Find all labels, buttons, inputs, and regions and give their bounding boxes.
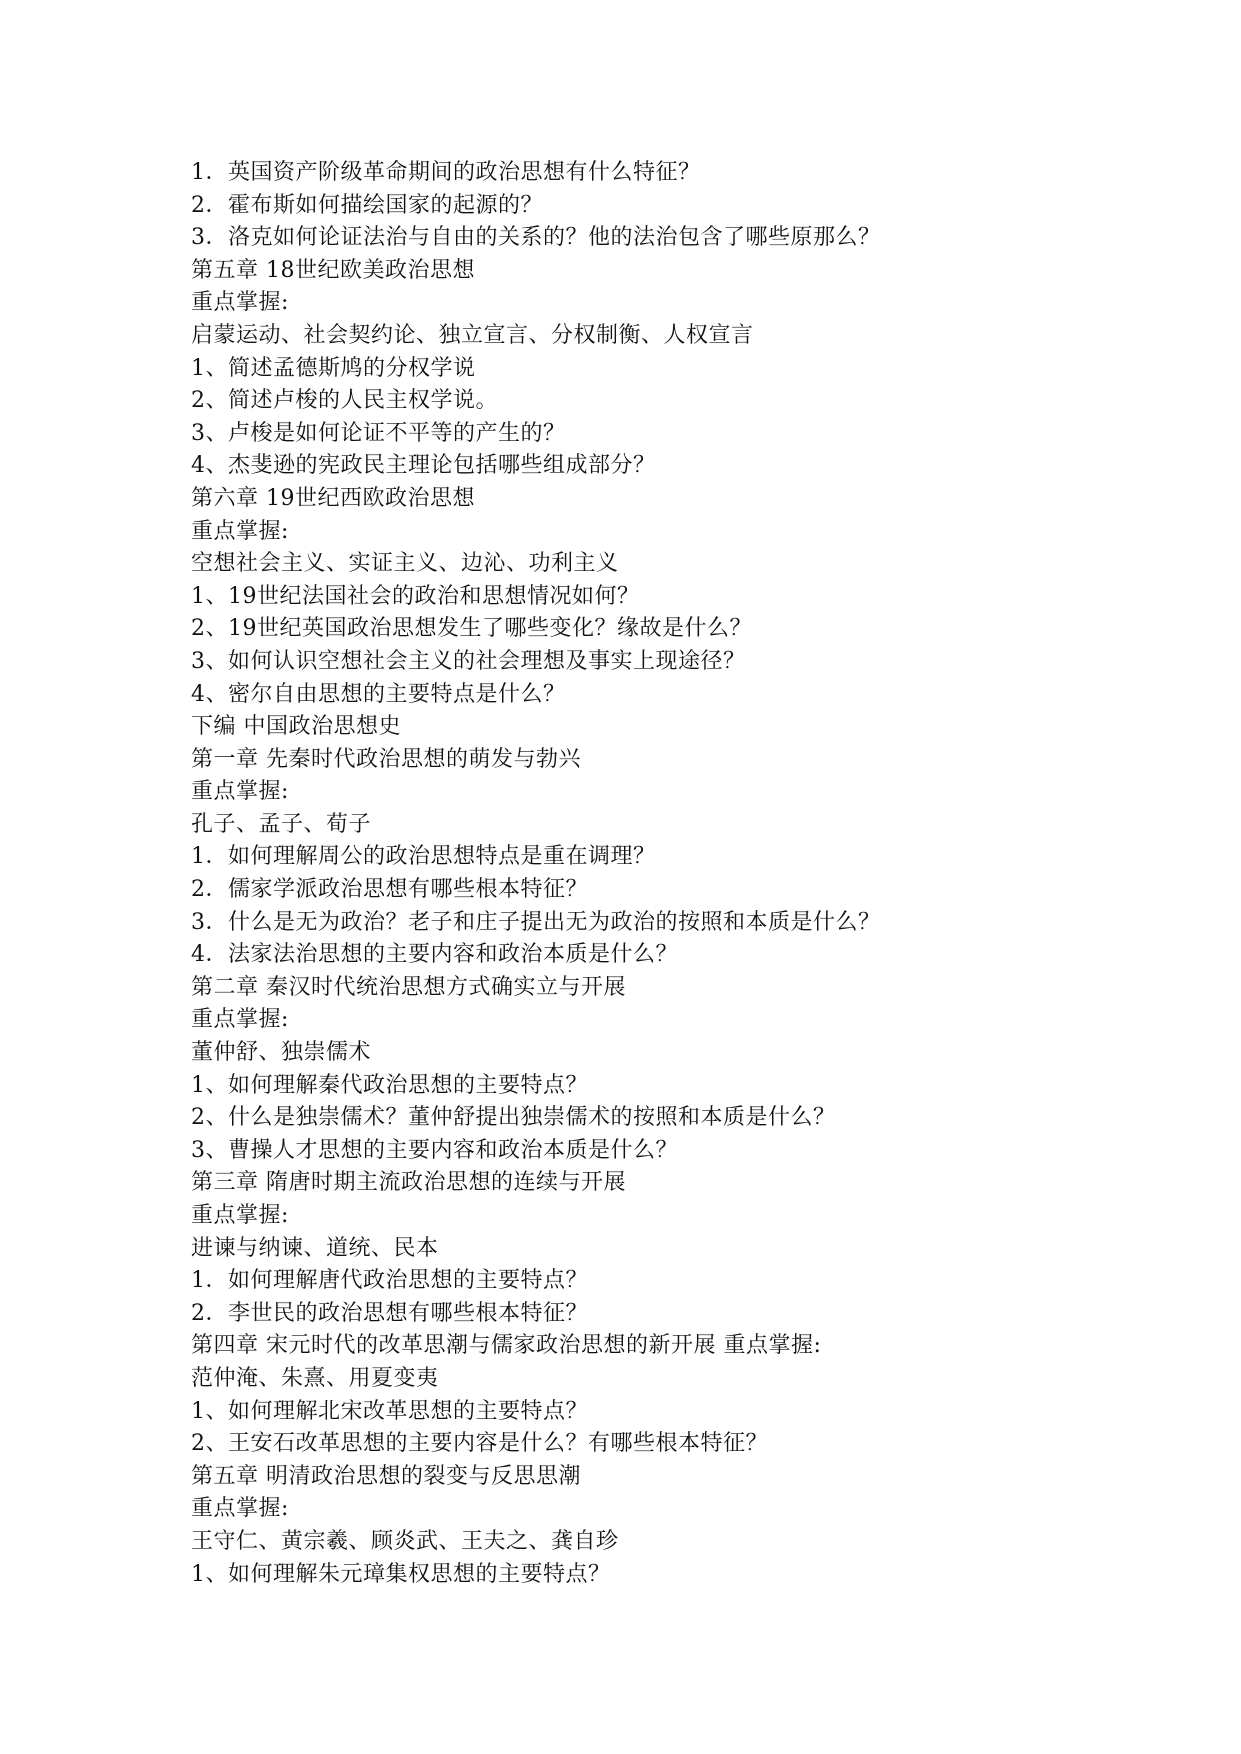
chapter-heading: 第四章 宋元时代的改革思潮与儒家政治思想的新开展 重点掌握: [191,1333,822,1359]
chapter-heading: 第二章 秦汉时代统治思想方式确实立与开展 [191,974,626,1000]
key-terms: 范仲淹、朱熹、用夏变夷 [191,1365,439,1391]
question-line: 3．洛克如何论证法治与自由的关系的？他的法治包含了哪些原那么？ [191,225,881,251]
document-body [191,157,1191,1591]
question-line: 2．儒家学派政治思想有哪些根本特征？ [191,877,588,903]
key-points-label: 重点掌握: [191,1496,289,1522]
chapter-heading: 第五章 18世纪欧美政治思想 [191,257,475,283]
question-line: 1、简述孟德斯鸠的分权学说 [191,355,476,381]
question-line: 2、19世纪英国政治思想发生了哪些变化？缘故是什么？ [191,616,752,642]
key-points-label: 重点掌握: [191,290,289,316]
part-heading: 下编 中国政治思想史 [191,714,401,740]
key-terms: 空想社会主义、实证主义、边沁、功利主义 [191,551,619,577]
question-line: 1．如何理解周公的政治思想特点是重在调理？ [191,844,656,870]
question-line: 1、如何理解朱元璋集权思想的主要特点？ [191,1561,611,1587]
question-line: 3、曹操人才思想的主要内容和政治本质是什么？ [191,1137,678,1163]
question-line: 3．什么是无为政治？老子和庄子提出无为政治的按照和本质是什么？ [191,909,881,935]
question-line: 4、密尔自由思想的主要特点是什么？ [191,681,566,707]
key-terms: 启蒙运动、社会契约论、独立宣言、分权制衡、人权宣言 [191,322,754,348]
question-line: 1、19世纪法国社会的政治和思想情况如何？ [191,583,640,609]
chapter-heading: 第三章 隋唐时期主流政治思想的连续与开展 [191,1170,626,1196]
question-line: 2、王安石改革思想的主要内容是什么？有哪些根本特征？ [191,1431,768,1457]
question-line: 4、杰斐逊的宪政民主理论包括哪些组成部分？ [191,453,656,479]
chapter-heading: 第一章 先秦时代政治思想的萌发与勃兴 [191,746,581,772]
question-line: 3、卢梭是如何论证不平等的产生的？ [191,420,566,446]
chapter-heading: 第五章 明清政治思想的裂变与反思思潮 [191,1463,581,1489]
question-line: 1、如何理解秦代政治思想的主要特点？ [191,1072,588,1098]
key-terms: 进谏与纳谏、道统、民本 [191,1235,439,1261]
key-points-label: 重点掌握: [191,518,289,544]
key-terms: 孔子、孟子、荀子 [191,811,372,837]
question-line: 1．如何理解唐代政治思想的主要特点？ [191,1268,588,1294]
key-points-label: 重点掌握: [191,1007,289,1033]
question-line: 2．李世民的政治思想有哪些根本特征？ [191,1300,588,1326]
chapter-heading: 第六章 19世纪西欧政治思想 [191,485,475,511]
key-terms: 董仲舒、独崇儒术 [191,1040,372,1066]
key-points-label: 重点掌握: [191,779,289,805]
question-line: 2、什么是独崇儒术？董仲舒提出独崇儒术的按照和本质是什么？ [191,1105,836,1131]
key-terms: 王守仁、黄宗羲、顾炎武、王夫之、龚自珍 [191,1528,619,1554]
question-line: 2、简述卢梭的人民主权学说。 [191,388,498,414]
question-line: 3、如何认识空想社会主义的社会理想及事实上现途径？ [191,648,746,674]
question-line: 4．法家法治思想的主要内容和政治本质是什么？ [191,942,678,968]
question-line: 2．霍布斯如何描绘国家的起源的？ [191,192,543,218]
question-line: 1．英国资产阶级革命期间的政治思想有什么特征？ [191,160,701,185]
key-points-label: 重点掌握: [191,1203,289,1228]
question-line: 1、如何理解北宋改革思想的主要特点？ [191,1398,588,1424]
